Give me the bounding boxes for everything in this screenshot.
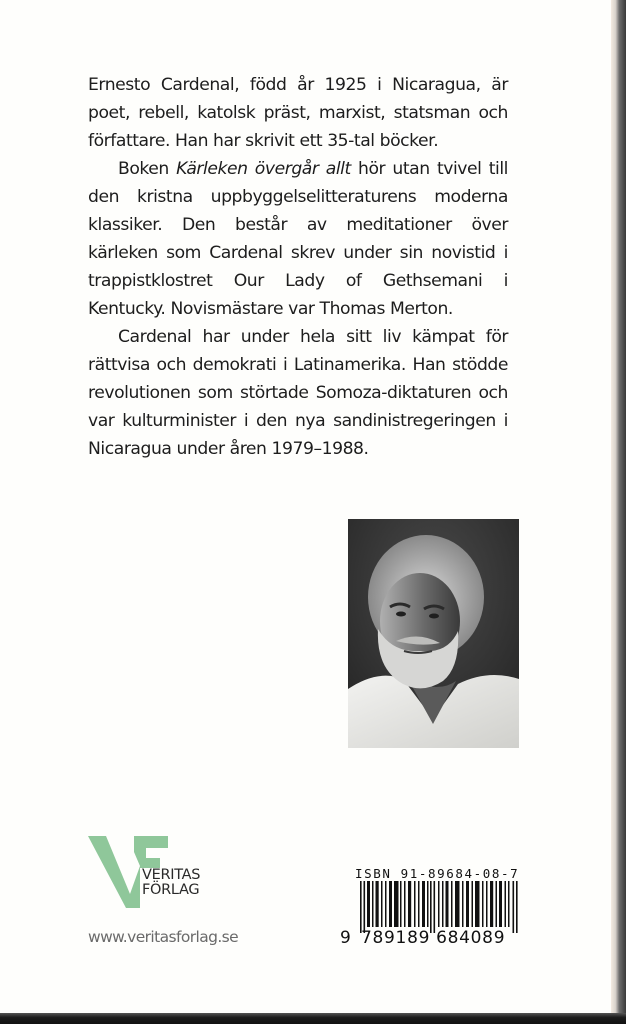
publisher-name-line2: FÖRLAG [142,882,200,898]
publisher-website-link[interactable]: www.veritasforlag.se [88,928,239,946]
paragraph-book-description [88,155,508,323]
book-bottom-edge [0,1013,626,1024]
paragraph-text: Ernesto Cardenal, född år 1925 i Nicaragua, är poet, rebell, katolsk präst, marxist, statsman och författare. Han har skrivit ett 35-tal böcker. [88,75,508,151]
ean-first-digit: 9 [340,928,351,948]
paragraph-author-bio [88,71,508,155]
book-spine-edge [611,0,626,1024]
ean-left-group: 789189 [361,928,431,948]
author-photo [348,519,519,748]
isbn-label: ISBN 91-89684-08-7 [355,866,520,881]
publisher-name [142,868,200,898]
paragraph-text: Cardenal har under hela sitt liv kämpat för rättvisa och demokrati i Latinamerika. Han stödde revolutionen som störtade Somoza-diktaturen och var kulturminister i den nya sandinistregeringen i Nicaragua under åren 1979–1988. [88,327,508,459]
ean-digits [361,928,505,948]
publisher-name-line1: VERITAS [142,867,201,883]
paragraph-text: Boken [118,159,177,179]
ean-right-group: 684089 [436,928,506,948]
barcode-icon [360,881,518,933]
paragraph-text: hör utan tvivel till den kristna uppbyggelselitteraturens moderna klassiker. Den består av meditationer över kärleken som Cardenal skrev under sin novistid i trappistklostret Our Lady of Gethsemani i Kentucky. Novismästare var Thomas Merton. [88,159,508,319]
book-title: Kärleken övergår allt [176,159,351,179]
paragraph-political-life [88,323,508,463]
cover-blurb [88,71,508,463]
